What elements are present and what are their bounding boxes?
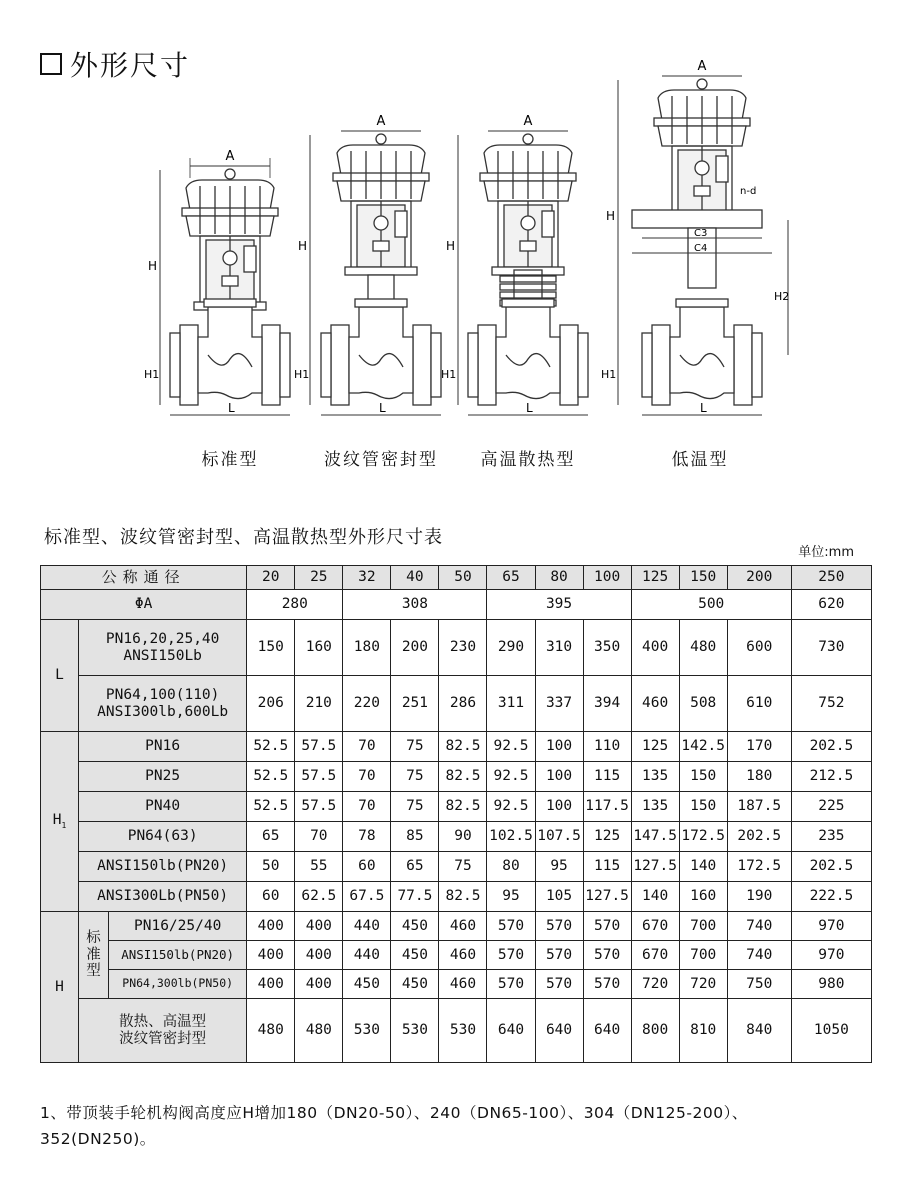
value-cell: 210 xyxy=(295,676,343,732)
dim-nd-label: n-d xyxy=(740,186,757,197)
value-cell: 290 xyxy=(487,620,535,676)
dim-a-label: A xyxy=(376,114,386,129)
row-label: ANSI150lb(PN20) xyxy=(79,852,247,882)
value-cell: 350 xyxy=(583,620,631,676)
value-cell: 970 xyxy=(791,941,871,970)
dim-l-label: L xyxy=(228,401,235,415)
dim-h1-label: H1 xyxy=(441,368,457,381)
value-cell: 57.5 xyxy=(295,732,343,762)
value-cell: 100 xyxy=(535,792,583,822)
value-cell: 202.5 xyxy=(791,732,871,762)
value-cell: 95 xyxy=(487,882,535,912)
table-row xyxy=(41,970,872,999)
value-cell: 92.5 xyxy=(487,792,535,822)
value-cell: 570 xyxy=(487,941,535,970)
drawing-standard xyxy=(144,149,290,415)
table-row xyxy=(41,852,872,882)
value-cell: 150 xyxy=(679,762,727,792)
value-cell: 480 xyxy=(247,999,295,1063)
h-group-label: H xyxy=(41,912,79,1063)
value-cell: 62.5 xyxy=(295,882,343,912)
value-cell: 752 xyxy=(791,676,871,732)
row-label-line: ANSI150Lb xyxy=(123,647,202,664)
value-cell: 172.5 xyxy=(727,852,791,882)
value-cell: 190 xyxy=(727,882,791,912)
value-cell: 57.5 xyxy=(295,792,343,822)
value-cell: 92.5 xyxy=(487,762,535,792)
dn-cell: 80 xyxy=(535,566,583,590)
dim-l-label: L xyxy=(700,401,707,415)
value-cell: 400 xyxy=(247,970,295,999)
value-cell: 286 xyxy=(439,676,487,732)
unit-label: 单位:mm xyxy=(798,545,854,560)
table-row xyxy=(41,912,872,941)
value-cell: 60 xyxy=(343,852,391,882)
value-cell: 530 xyxy=(439,999,487,1063)
h1-main: H xyxy=(52,812,62,829)
value-cell: 150 xyxy=(679,792,727,822)
value-cell: 140 xyxy=(679,852,727,882)
dimensions-table xyxy=(40,565,872,1063)
drawing-bellows xyxy=(294,114,441,415)
value-cell: 125 xyxy=(631,732,679,762)
caption-high-temp: 高温散热型 xyxy=(480,450,576,470)
value-cell: 740 xyxy=(727,912,791,941)
value-cell: 65 xyxy=(391,852,439,882)
value-cell: 394 xyxy=(583,676,631,732)
valve-drawings-svg xyxy=(0,60,900,480)
value-cell: 100 xyxy=(535,762,583,792)
value-cell: 450 xyxy=(391,970,439,999)
phi-cell: 395 xyxy=(487,590,631,620)
table-row xyxy=(41,620,872,676)
value-cell: 600 xyxy=(727,620,791,676)
h1-subscript: 1 xyxy=(61,821,67,831)
table-row xyxy=(41,732,872,762)
value-cell: 750 xyxy=(727,970,791,999)
dim-a-label: A xyxy=(225,149,235,164)
value-cell: 570 xyxy=(535,941,583,970)
value-cell: 206 xyxy=(247,676,295,732)
dn-cell: 32 xyxy=(343,566,391,590)
value-cell: 450 xyxy=(391,941,439,970)
dim-c4-label: C4 xyxy=(694,243,708,254)
value-cell: 52.5 xyxy=(247,732,295,762)
dn-cell: 250 xyxy=(791,566,871,590)
row-label-line: PN16,20,25,40 xyxy=(105,630,220,647)
drawing-high-temp xyxy=(441,114,588,415)
value-cell: 70 xyxy=(343,762,391,792)
value-cell: 135 xyxy=(631,762,679,792)
value-cell: 55 xyxy=(295,852,343,882)
value-cell: 107.5 xyxy=(535,822,583,852)
value-cell: 400 xyxy=(631,620,679,676)
dn-cell: 150 xyxy=(679,566,727,590)
table-row xyxy=(41,999,872,1063)
value-cell: 840 xyxy=(727,999,791,1063)
value-cell: 212.5 xyxy=(791,762,871,792)
table-row xyxy=(41,882,872,912)
value-cell: 135 xyxy=(631,792,679,822)
dim-h2-label: H2 xyxy=(774,290,790,303)
value-cell: 640 xyxy=(583,999,631,1063)
value-cell: 400 xyxy=(295,912,343,941)
row-label xyxy=(79,676,247,732)
value-cell: 670 xyxy=(631,912,679,941)
value-cell: 230 xyxy=(439,620,487,676)
value-cell: 82.5 xyxy=(439,762,487,792)
value-cell: 980 xyxy=(791,970,871,999)
value-cell: 640 xyxy=(487,999,535,1063)
dim-h1-label: H1 xyxy=(601,368,617,381)
dim-l-label: L xyxy=(379,401,386,415)
value-cell: 82.5 xyxy=(439,732,487,762)
value-cell: 337 xyxy=(535,676,583,732)
row-label: PN64(63) xyxy=(79,822,247,852)
value-cell: 610 xyxy=(727,676,791,732)
value-cell: 720 xyxy=(679,970,727,999)
dn-cell: 100 xyxy=(583,566,631,590)
value-cell: 700 xyxy=(679,941,727,970)
value-cell: 187.5 xyxy=(727,792,791,822)
value-cell: 310 xyxy=(535,620,583,676)
value-cell: 142.5 xyxy=(679,732,727,762)
dim-h1-label: H1 xyxy=(144,368,160,381)
table-row xyxy=(41,590,872,620)
value-cell: 810 xyxy=(679,999,727,1063)
value-cell: 110 xyxy=(583,732,631,762)
value-cell: 127.5 xyxy=(583,882,631,912)
value-cell: 730 xyxy=(791,620,871,676)
value-cell: 460 xyxy=(439,941,487,970)
value-cell: 970 xyxy=(791,912,871,941)
table-row xyxy=(41,822,872,852)
table-row xyxy=(41,762,872,792)
value-cell: 400 xyxy=(247,941,295,970)
standard-type-label xyxy=(79,912,109,999)
table-row xyxy=(41,676,872,732)
value-cell: 67.5 xyxy=(343,882,391,912)
value-cell: 480 xyxy=(295,999,343,1063)
value-cell: 530 xyxy=(343,999,391,1063)
value-cell: 100 xyxy=(535,732,583,762)
dn-cell: 200 xyxy=(727,566,791,590)
dn-cell: 25 xyxy=(295,566,343,590)
dn-cell: 40 xyxy=(391,566,439,590)
value-cell: 75 xyxy=(391,762,439,792)
value-cell: 720 xyxy=(631,970,679,999)
value-cell: 450 xyxy=(343,970,391,999)
value-cell: 127.5 xyxy=(631,852,679,882)
value-cell: 570 xyxy=(487,970,535,999)
value-cell: 400 xyxy=(295,941,343,970)
dim-h-label: H xyxy=(446,239,456,253)
dim-h-label: H xyxy=(148,259,158,273)
phi-cell: 500 xyxy=(631,590,791,620)
value-cell: 70 xyxy=(343,732,391,762)
value-cell: 75 xyxy=(391,792,439,822)
value-cell: 147.5 xyxy=(631,822,679,852)
row-label-line: ANSI300lb,600Lb xyxy=(97,703,229,720)
dim-h1-label: H1 xyxy=(294,368,310,381)
dn-cell: 125 xyxy=(631,566,679,590)
value-cell: 75 xyxy=(439,852,487,882)
value-cell: 740 xyxy=(727,941,791,970)
value-cell: 400 xyxy=(295,970,343,999)
valve-drawings xyxy=(0,60,900,480)
value-cell: 1050 xyxy=(791,999,871,1063)
value-cell: 180 xyxy=(727,762,791,792)
value-cell: 95 xyxy=(535,852,583,882)
row-label: ANSI150lb(PN20) xyxy=(109,941,247,970)
value-cell: 180 xyxy=(343,620,391,676)
phi-cell: 620 xyxy=(791,590,871,620)
value-cell: 160 xyxy=(679,882,727,912)
footnote xyxy=(40,1100,880,1152)
value-cell: 80 xyxy=(487,852,535,882)
value-cell: 460 xyxy=(439,912,487,941)
row-label xyxy=(79,620,247,676)
dim-a-label: A xyxy=(697,60,707,74)
value-cell: 60 xyxy=(247,882,295,912)
value-cell: 220 xyxy=(343,676,391,732)
h1-group-label xyxy=(41,732,79,912)
row-label xyxy=(79,999,247,1063)
value-cell: 50 xyxy=(247,852,295,882)
caption-standard: 标准型 xyxy=(201,450,259,470)
value-cell: 670 xyxy=(631,941,679,970)
value-cell: 57.5 xyxy=(295,762,343,792)
value-cell: 460 xyxy=(439,970,487,999)
value-cell: 75 xyxy=(391,732,439,762)
value-cell: 200 xyxy=(391,620,439,676)
value-cell: 570 xyxy=(535,912,583,941)
value-cell: 440 xyxy=(343,912,391,941)
value-cell: 115 xyxy=(583,762,631,792)
value-cell: 70 xyxy=(343,792,391,822)
dim-c3-label: C3 xyxy=(694,228,708,239)
dn-cell: 50 xyxy=(439,566,487,590)
dn-cell: 20 xyxy=(247,566,295,590)
value-cell: 480 xyxy=(679,620,727,676)
row-label-line: 散热、高温型 xyxy=(119,1013,207,1030)
drawing-low-temp xyxy=(601,60,789,415)
value-cell: 52.5 xyxy=(247,762,295,792)
value-cell: 115 xyxy=(583,852,631,882)
value-cell: 77.5 xyxy=(391,882,439,912)
phi-cell: 308 xyxy=(343,590,487,620)
value-cell: 70 xyxy=(295,822,343,852)
dn-header: 公称通径 xyxy=(41,566,247,590)
caption-bellows: 波纹管密封型 xyxy=(324,450,438,470)
phi-cell: 280 xyxy=(247,590,343,620)
value-cell: 700 xyxy=(679,912,727,941)
row-label: PN16 xyxy=(79,732,247,762)
standard-type-char: 型 xyxy=(86,963,101,980)
value-cell: 52.5 xyxy=(247,792,295,822)
standard-type-char: 准 xyxy=(86,946,101,963)
row-label: PN16/25/40 xyxy=(109,912,247,941)
value-cell: 530 xyxy=(391,999,439,1063)
value-cell: 570 xyxy=(583,941,631,970)
row-label-line: 波纹管密封型 xyxy=(119,1030,207,1047)
value-cell: 235 xyxy=(791,822,871,852)
row-label: PN25 xyxy=(79,762,247,792)
dim-h-label: H xyxy=(298,239,308,253)
row-label-line: PN64,100(110) xyxy=(105,686,220,703)
caption-low-temp: 低温型 xyxy=(671,450,729,470)
row-label: PN64,300lb(PN50) xyxy=(109,970,247,999)
value-cell: 202.5 xyxy=(727,822,791,852)
value-cell: 82.5 xyxy=(439,882,487,912)
value-cell: 508 xyxy=(679,676,727,732)
value-cell: 82.5 xyxy=(439,792,487,822)
table-row xyxy=(41,566,872,590)
value-cell: 150 xyxy=(247,620,295,676)
value-cell: 65 xyxy=(247,822,295,852)
value-cell: 800 xyxy=(631,999,679,1063)
value-cell: 78 xyxy=(343,822,391,852)
value-cell: 125 xyxy=(583,822,631,852)
value-cell: 460 xyxy=(631,676,679,732)
phi-header: ΦA xyxy=(41,590,247,620)
value-cell: 450 xyxy=(391,912,439,941)
value-cell: 570 xyxy=(583,912,631,941)
value-cell: 311 xyxy=(487,676,535,732)
value-cell: 102.5 xyxy=(487,822,535,852)
table-row xyxy=(41,941,872,970)
value-cell: 440 xyxy=(343,941,391,970)
value-cell: 570 xyxy=(487,912,535,941)
value-cell: 222.5 xyxy=(791,882,871,912)
value-cell: 172.5 xyxy=(679,822,727,852)
footnote-line: 1、带顶装手轮机构阀高度应H增加180（DN20-50）、240（DN65-100）、304（DN125-200）、 xyxy=(40,1104,748,1122)
value-cell: 85 xyxy=(391,822,439,852)
dim-h-label: H xyxy=(606,209,616,223)
value-cell: 570 xyxy=(583,970,631,999)
dn-cell: 65 xyxy=(487,566,535,590)
value-cell: 640 xyxy=(535,999,583,1063)
dim-a-label: A xyxy=(523,114,533,129)
value-cell: 160 xyxy=(295,620,343,676)
value-cell: 202.5 xyxy=(791,852,871,882)
value-cell: 251 xyxy=(391,676,439,732)
value-cell: 225 xyxy=(791,792,871,822)
footnote-line: 352(DN250)。 xyxy=(40,1130,156,1148)
standard-type-char: 标 xyxy=(86,929,101,946)
row-label: PN40 xyxy=(79,792,247,822)
table-title: 标准型、波纹管密封型、高温散热型外形尺寸表 xyxy=(44,527,443,548)
row-label: ANSI300Lb(PN50) xyxy=(79,882,247,912)
dim-l-label: L xyxy=(526,401,533,415)
value-cell: 170 xyxy=(727,732,791,762)
value-cell: 92.5 xyxy=(487,732,535,762)
value-cell: 90 xyxy=(439,822,487,852)
value-cell: 140 xyxy=(631,882,679,912)
table-row xyxy=(41,792,872,822)
value-cell: 570 xyxy=(535,970,583,999)
l-group-label: L xyxy=(41,620,79,732)
page-title-text: 外形尺寸 xyxy=(70,49,191,82)
value-cell: 105 xyxy=(535,882,583,912)
value-cell: 400 xyxy=(247,912,295,941)
value-cell: 117.5 xyxy=(583,792,631,822)
